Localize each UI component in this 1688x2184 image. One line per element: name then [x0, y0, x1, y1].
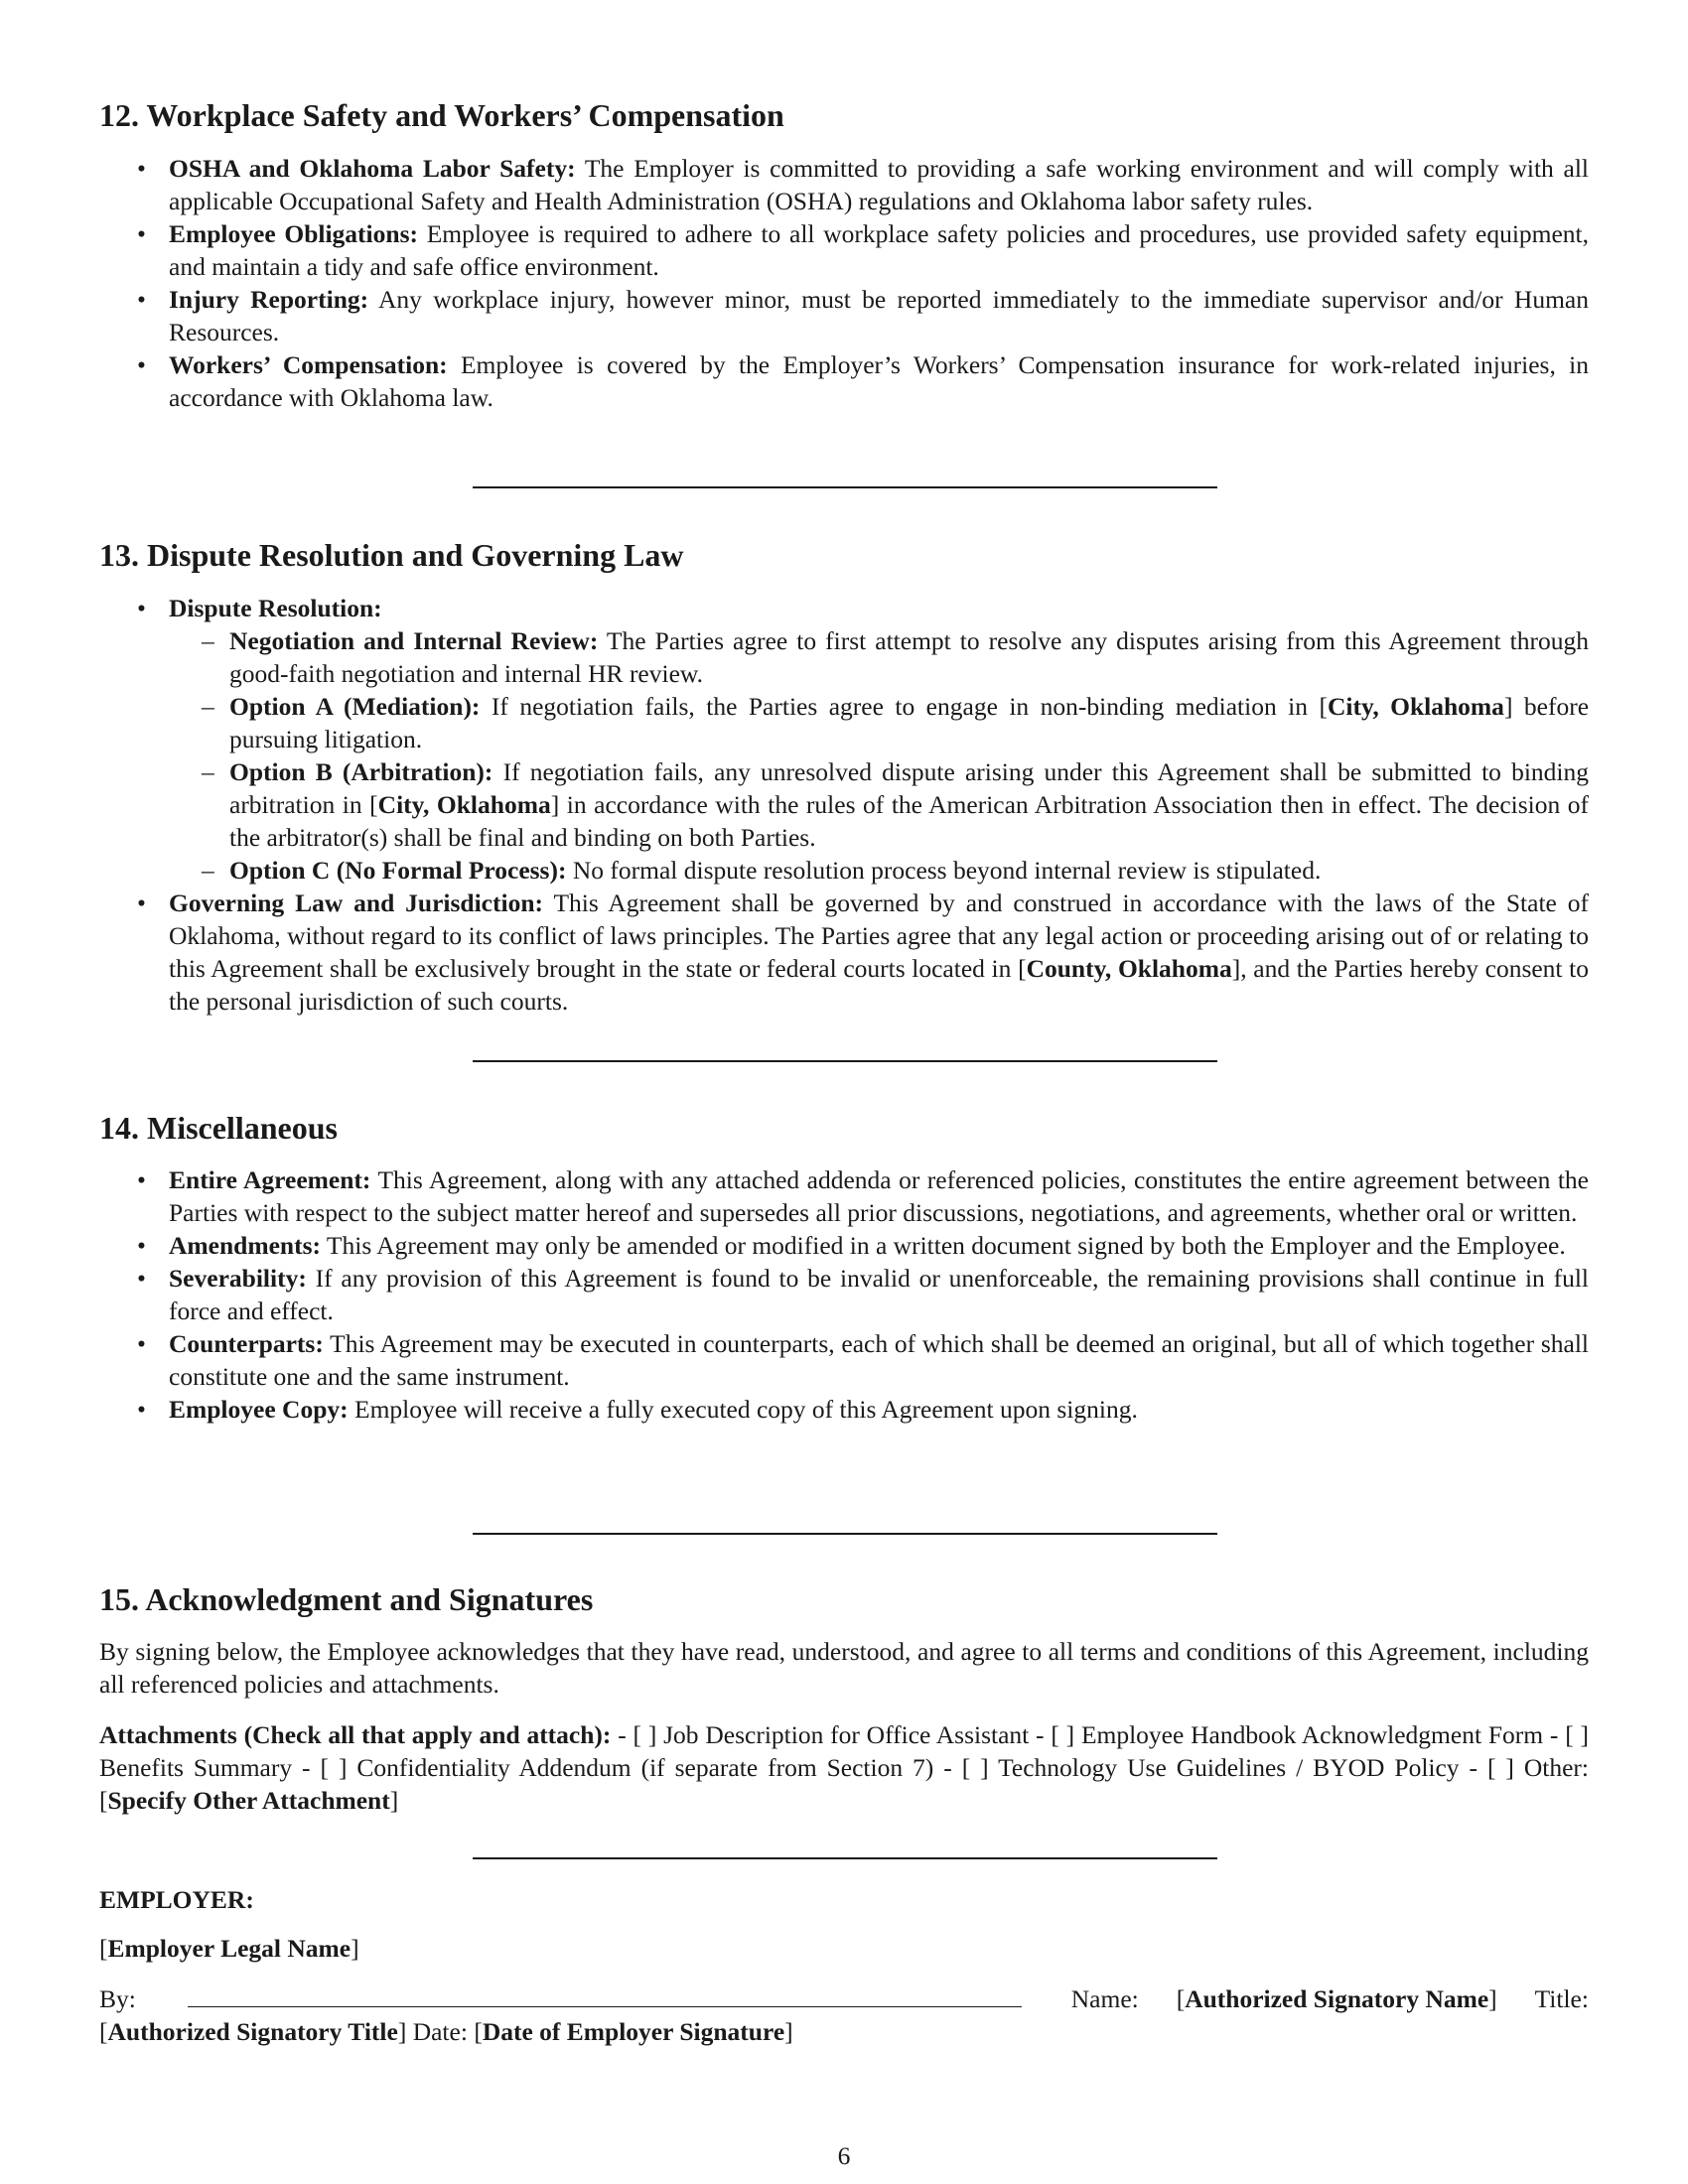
item-text: If any provision of this Agreement is found to be invalid or unenforceable, the remaining provisions shall continue in full force and effect. [169, 1264, 1589, 1325]
by-label: By: [99, 1984, 136, 2013]
item-text: Any workplace injury, however minor, must be reported immediately to the immediate supervisor and/or Human Resources. [169, 285, 1589, 346]
page-number: 6 [837, 2141, 851, 2170]
list-item [99, 1163, 1589, 1229]
sub-list-item: – Option A (Mediation): If negotiation fails, the Parties agree to engage in non-binding mediation in [City, Oklahoma] before pursuing litigation. [169, 690, 1589, 755]
list-item [99, 1229, 1589, 1262]
employer-heading: EMPLOYER: [99, 1885, 254, 1914]
section-divider [473, 486, 1217, 488]
section-14-list [99, 1163, 1589, 1426]
item-label: Option A (Mediation): [229, 692, 481, 721]
item-label: Governing Law and Jurisdiction: [169, 888, 544, 917]
item-text: , and the Parties hereby consent to the personal jurisdiction of such courts. [169, 954, 1590, 1016]
list-item [99, 217, 1589, 283]
item-text: before pursuing litigation. [229, 692, 1590, 753]
list-item [99, 1393, 1589, 1426]
date-label: Date: [412, 2017, 468, 2046]
attachments-label: Attachments (Check all that apply and attach): [99, 1720, 612, 1749]
placeholder-signatory-title: Authorized Signatory Title [107, 2017, 398, 2046]
sub-list-item: – Option B (Arbitration): If negotiation fails, any unresolved dispute arising under this Agreement shall be submitted to binding arbitration in [City, Oklahoma] in accordance with the rules of the American Arbitration Association then in effect. The decision of the arbitrator(s) shall be final and binding on both Parties. [169, 755, 1589, 854]
item-label: Option C (No Formal Process): [229, 856, 567, 885]
placeholder-other-attachment: Specify Other Attachment [107, 1786, 390, 1815]
list-item [99, 592, 1589, 887]
placeholder-signatory-name: Authorized Signatory Name [1185, 1984, 1489, 2013]
item-text: If negotiation fails, any unresolved dispute arising under this Agreement shall be submitted to binding arbitration in [229, 757, 1590, 819]
item-text: Employee is required to adhere to all workplace safety policies and procedures, use provided safety equipment, and maintain a tidy and safe office environment. [169, 219, 1590, 281]
item-label: Injury Reporting: [169, 285, 369, 314]
item-label: OSHA and Oklahoma Labor Safety: [169, 154, 576, 183]
item-text: This Agreement, along with any attached addenda or referenced policies, constitutes the entire agreement between the Parties with respect to the subject matter hereof and supersedes all prior discussions, negotiations, and agreements, whether oral or written. [169, 1165, 1589, 1227]
item-label: Option B (Arbitration): [229, 757, 493, 786]
list-item: • Governing Law and Jurisdiction: This Agreement shall be governed by and construed in accordance with the laws of the State of Oklahoma, without regard to its conflict of laws principles. The Parties agree that any legal action or proceeding arising out of or relating to this Agreement shall be exclusively brought in the state or federal courts located in [County, Oklahoma], and the Parties hereby consent to the personal jurisdiction of such courts. [99, 887, 1589, 1018]
item-text: The Parties agree to first attempt to resolve any disputes arising from this Agreement through good-faith negotiation and internal HR review. [229, 626, 1589, 688]
section-13-list [99, 592, 1589, 1018]
item-text: This Agreement may only be amended or modified in a written document signed by both the Employer and the Employee. [326, 1231, 1566, 1260]
title-label: Title: [1534, 1984, 1589, 2013]
sub-list-item [169, 854, 1589, 887]
section-12-heading: 12. Workplace Safety and Workers’ Compensation [99, 97, 784, 133]
dispute-options-list [169, 624, 1589, 887]
item-text: No formal dispute resolution process beyond internal review is stipulated. [572, 856, 1322, 885]
attachments-paragraph: Attachments (Check all that apply and attach): - [ ] Job Description for Office Assistant - [ ] Employee Handbook Acknowledgment Form - [ ] Benefits Summary - [ ] Confidentiality Addendum (if separate from Section 7) - [ ] Technology Use Guidelines / BYOD Policy - [ ] Other: [Specify Other Attachment] [99, 1720, 1590, 1815]
item-text: Employee is covered by the Employer’s Workers’ Compensation insurance for work-related injuries, in accordance with Oklahoma law. [169, 350, 1590, 412]
name-label: Name: [1070, 1984, 1139, 2013]
item-text: This Agreement may be executed in counterparts, each of which shall be deemed an original, but all of which together shall constitute one and the same instrument. [169, 1329, 1589, 1391]
item-text: The Employer is committed to providing a safe working environment and will comply with all applicable Occupational Safety and Health Administration (OSHA) regulations and Oklahoma labor safety rules. [169, 154, 1589, 215]
item-label: Employee Copy: [169, 1395, 349, 1424]
attachments-text: - [ ] Job Description for Office Assistant - [ ] Employee Handbook Acknowledgment Form - [ ] Benefits Summary - [ ] Confidentiality Addendum (if separate from Section 7) - [ ] Technology Use Guidelines / BYOD Policy - [ ] Other: [99, 1720, 1590, 1782]
list-item [99, 1262, 1589, 1327]
item-text: in accordance with the rules of the American Arbitration Association then in effect. The decision of the arbitrator(s) shall be final and binding on both Parties. [229, 790, 1590, 852]
item-text: Employee will receive a fully executed copy of this Agreement upon signing. [354, 1395, 1138, 1424]
list-item [99, 152, 1589, 217]
sub-list-item [169, 624, 1589, 690]
item-label: Employee Obligations: [169, 219, 418, 248]
section-divider [473, 1857, 1217, 1859]
list-item [99, 1327, 1589, 1393]
section-13-heading: 13. Dispute Resolution and Governing Law [99, 537, 684, 573]
placeholder-city: City, Oklahoma [377, 790, 551, 819]
signature-line[interactable] [188, 1982, 1022, 2007]
section-divider [473, 1060, 1217, 1062]
item-label: Negotiation and Internal Review: [229, 626, 599, 655]
item-label: Severability: [169, 1264, 307, 1293]
item-label: Dispute Resolution: [169, 594, 382, 622]
placeholder-county: County, Oklahoma [1026, 954, 1232, 983]
item-label: Entire Agreement: [169, 1165, 371, 1194]
placeholder-city: City, Oklahoma [1327, 692, 1504, 721]
section-15-heading: 15. Acknowledgment and Signatures [99, 1581, 594, 1617]
section-14-heading: 14. Miscellaneous [99, 1110, 338, 1146]
list-item [99, 283, 1589, 348]
item-text: If negotiation fails, the Parties agree to engage in non-binding mediation in [491, 692, 1309, 721]
placeholder-employer-name: Employer Legal Name [107, 1934, 352, 1963]
section-12-list [99, 152, 1589, 414]
item-label: Amendments: [169, 1231, 321, 1260]
signatory-name: [Authorized Signatory Name] [1176, 1984, 1497, 2013]
section-divider [473, 1533, 1217, 1535]
placeholder-signature-date: Date of Employer Signature [482, 2017, 785, 2046]
item-text: This Agreement shall be governed by and construed in accordance with the laws of the State of Oklahoma, without regard to its conflict of laws principles. The Parties agree that any legal action or proceeding arising out of or relating to this Agreement shall be exclusively brought in the state or federal courts located in [169, 888, 1590, 983]
list-item [99, 348, 1589, 414]
employer-legal-name: [Employer Legal Name] [99, 1934, 359, 1963]
employer-signature-block: By: Name: [Authorized Signatory Name] Title: [Authorized Signatory Title] Date: [Date of Employer Signature] [99, 1984, 1589, 2046]
item-label: Counterparts: [169, 1329, 324, 1358]
acknowledgment-intro: By signing below, the Employee acknowledges that they have read, understood, and agree to all terms and conditions of this Agreement, including all referenced policies and attachments. [99, 1637, 1589, 1699]
item-label: Workers’ Compensation: [169, 350, 448, 379]
